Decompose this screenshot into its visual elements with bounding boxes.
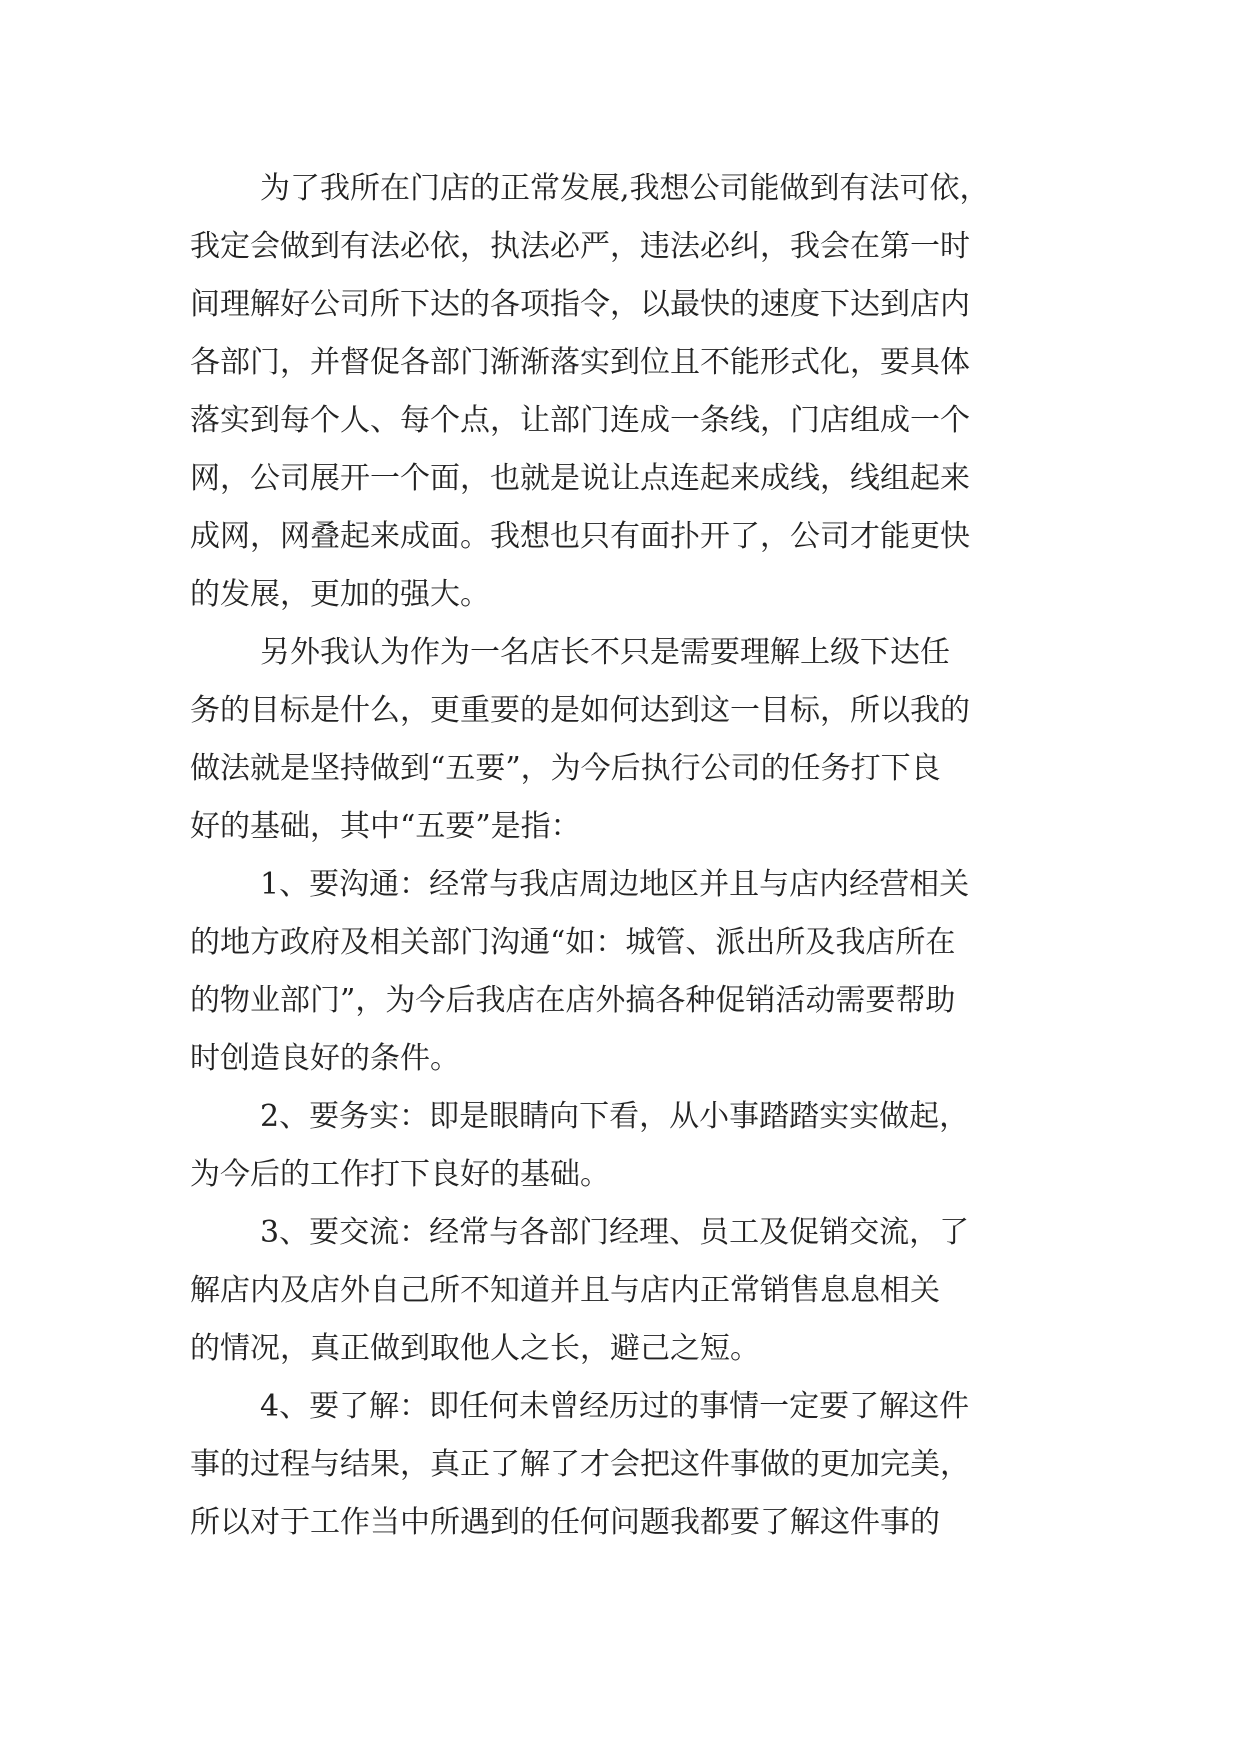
text-line: 落实到每个人、每个点，让部门连成一条线，门店组成一个 bbox=[190, 403, 970, 438]
text-line: 做法就是坚持做到“五要”，为今后执行公司的任务打下良 bbox=[190, 751, 941, 786]
text-line: 为了我所在门店的正常发展,我想公司能做到有法可依， bbox=[260, 171, 990, 206]
paragraph-1 bbox=[190, 160, 1090, 624]
text-line: 1、要沟通：经常与我店周边地区并且与店内经营相关 bbox=[260, 867, 970, 902]
text-line: 成网，网叠起来成面。我想也只有面扑开了，公司才能更快 bbox=[190, 519, 970, 554]
paragraph-5 bbox=[190, 1204, 1090, 1378]
text-line: 好的基础，其中“五要”是指： bbox=[190, 809, 581, 844]
text-line: 间理解好公司所下达的各项指令，以最快的速度下达到店内 bbox=[190, 287, 970, 322]
text-line: 另外我认为作为一名店长不只是需要理解上级下达任 bbox=[260, 635, 950, 670]
paragraph-2 bbox=[190, 624, 1090, 856]
text-line: 事的过程与结果，真正了解了才会把这件事做的更加完美， bbox=[190, 1447, 970, 1482]
text-line: 我定会做到有法必依，执法必严，违法必纠，我会在第一时 bbox=[190, 229, 970, 264]
text-line: 的地方政府及相关部门沟通“如：城管、派出所及我店所在 bbox=[190, 925, 956, 960]
text-line: 的发展，更加的强大。 bbox=[190, 577, 490, 612]
text-line: 网，公司展开一个面，也就是说让点连起来成线，线组起来 bbox=[190, 461, 970, 496]
text-line: 务的目标是什么，更重要的是如何达到这一目标，所以我的 bbox=[190, 693, 970, 728]
paragraph-4 bbox=[190, 1088, 1090, 1204]
text-line: 为今后的工作打下良好的基础。 bbox=[190, 1157, 610, 1192]
paragraph-6 bbox=[190, 1378, 1090, 1552]
text-line: 2、要务实：即是眼睛向下看，从小事踏踏实实做起， bbox=[260, 1099, 970, 1134]
text-line: 3、要交流：经常与各部门经理、员工及促销交流，了 bbox=[260, 1215, 970, 1250]
document-body bbox=[190, 160, 1090, 1552]
text-line: 所以对于工作当中所遇到的任何问题我都要了解这件事的 bbox=[190, 1505, 940, 1540]
text-line: 各部门，并督促各部门渐渐落实到位且不能形式化，要具体 bbox=[190, 345, 970, 380]
text-line: 的情况，真正做到取他人之长，避己之短。 bbox=[190, 1331, 760, 1366]
paragraph-3 bbox=[190, 856, 1090, 1088]
text-line: 4、要了解：即任何未曾经历过的事情一定要了解这件 bbox=[260, 1389, 970, 1424]
text-line: 时创造良好的条件。 bbox=[190, 1041, 460, 1076]
text-line: 解店内及店外自己所不知道并且与店内正常销售息息相关 bbox=[190, 1273, 940, 1308]
text-line: 的物业部门”，为今后我店在店外搞各种促销活动需要帮助 bbox=[190, 983, 956, 1018]
